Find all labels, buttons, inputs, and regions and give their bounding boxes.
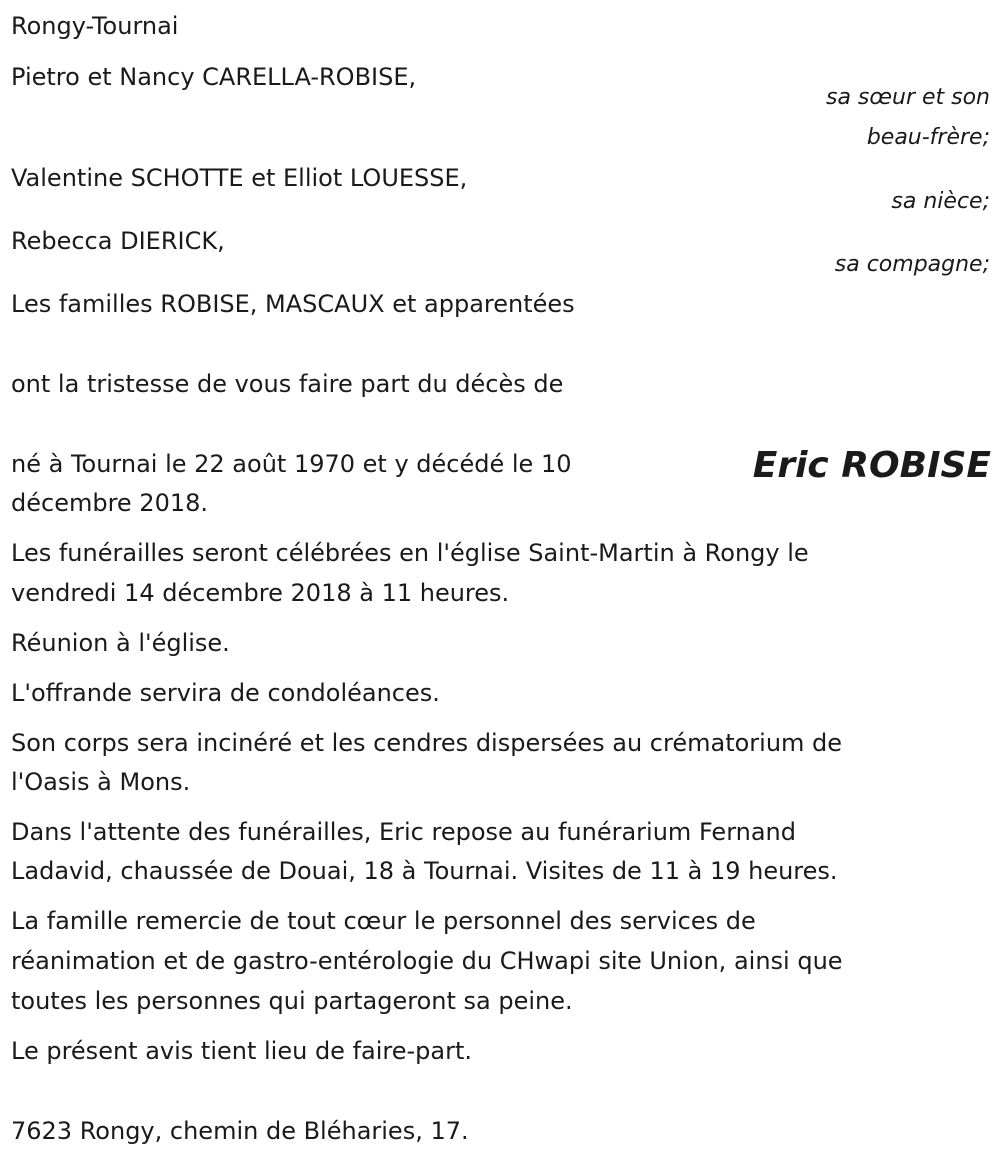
repose-line-1: Dans l'attente des funérailles, Eric repose au funérarium Fernand: [11, 818, 797, 846]
offering-paragraph: L'offrande servira de condoléances.: [11, 679, 440, 707]
deceased-name: Eric ROBISE: [752, 445, 991, 486]
funerals-line-1: Les funérailles seront célébrées en l'église Saint-Martin à Rongy le: [11, 539, 809, 567]
family-relation-niece: sa nièce;: [891, 189, 990, 214]
cremation-line-1: Son corps sera incinéré et les cendres dispersées au crématorium de: [11, 729, 843, 757]
birth-death-line-1: né à Tournai le 22 août 1970 et y décédé le 10: [11, 450, 572, 478]
thanks-line-2: réanimation et de gastro-entérologie du CHwapi site Union, ainsi que: [11, 947, 843, 975]
address: 7623 Rongy, chemin de Bléharies, 17.: [11, 1117, 469, 1145]
meeting-paragraph: Réunion à l'église.: [11, 629, 230, 657]
announcement-text: ont la tristesse de vous faire part du décès de: [11, 370, 564, 398]
funerals-line-2: vendredi 14 décembre 2018 à 11 heures.: [11, 579, 510, 607]
repose-line-2: Ladavid, chaussée de Douai, 18 à Tournai. Visites de 11 à 19 heures.: [11, 857, 838, 885]
family-relation-sister-line-1: sa sœur et son: [825, 85, 990, 110]
family-relation-partner: sa compagne;: [834, 252, 990, 277]
family-member-names: Pietro et Nancy CARELLA-ROBISE,: [11, 63, 417, 91]
notice-paragraph: Le présent avis tient lieu de faire-part.: [11, 1037, 473, 1065]
location-heading: Rongy-Tournai: [11, 12, 179, 40]
thanks-line-1: La famille remercie de tout cœur le personnel des services de: [11, 907, 756, 935]
family-member-names: Les familles ROBISE, MASCAUX et apparentées: [11, 290, 575, 318]
birth-death-line-2: décembre 2018.: [11, 489, 209, 517]
cremation-line-2: l'Oasis à Mons.: [11, 768, 191, 796]
family-member-names: Rebecca DIERICK,: [11, 227, 225, 255]
thanks-line-3: toutes les personnes qui partageront sa peine.: [11, 987, 573, 1015]
family-member-names: Valentine SCHOTTE et Elliot LOUESSE,: [11, 164, 468, 192]
family-relation-sister-line-2: beau-frère;: [866, 125, 990, 150]
